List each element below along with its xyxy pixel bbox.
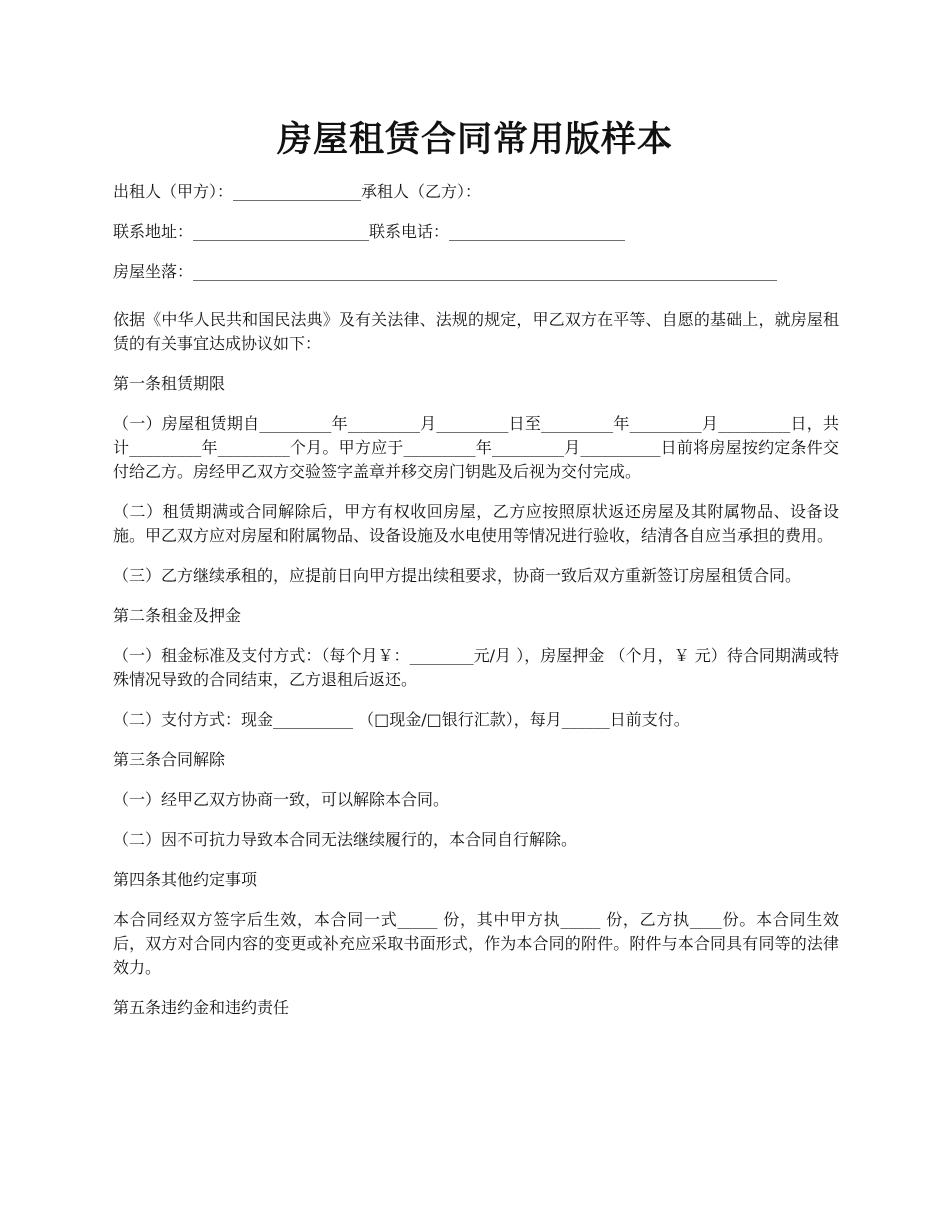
article3-clause1: （一）经甲乙双方协商一致，可以解除本合同。 xyxy=(113,790,450,809)
article1-clause2: （二）租赁期满或合同解除后，甲方有权收回房屋，乙方应按照原状返还房屋及其附属物品、设备设施。甲乙双方应对房屋和附属物品、设备设施及水电使用等情况进行验收，结清各自应当承担的费用。 xyxy=(113,502,839,545)
article3-heading: 第三条合同解除 xyxy=(113,750,226,769)
article1-heading: 第一条租赁期限 xyxy=(113,374,226,393)
article2-clause1: （一）租金标准及支付方式：（每个月￥：________元/月 ），房屋押金 （个月，￥ 元）待合同期满或特殊情况导致的合同结束，乙方退租后返还。 xyxy=(113,646,839,689)
article1-clause1: （一）房屋租赁期自_________年_________月_________日至_________年_________月_________日，共计_________年_________个月。甲方应于_________年_________月__________日前将房屋按约定条件交付给乙方。房经甲乙双方交验签字盖章并移交房门钥匙及后视为交付完成。 xyxy=(113,414,839,481)
document-body xyxy=(113,180,839,1036)
article4-clause1: 本合同经双方签字后生效，本合同一式_____ 份，其中甲方执_____ 份，乙方执____份。本合同生效后，双方对合同内容的变更或补充应采取书面形式，作为本合同的附件。附件与本合同具有同等的法律效力。 xyxy=(113,910,839,977)
article3-clause2: （二）因不可抗力导致本合同无法继续履行的，本合同自行解除。 xyxy=(113,830,578,849)
article2-heading: 第二条租金及押金 xyxy=(113,606,242,625)
article4-heading: 第四条其他约定事项 xyxy=(113,870,258,889)
intro-paragraph: 依据《中华人民共和国民法典》及有关法律、法规的规定，甲乙双方在平等、自愿的基础上，就房屋租赁的有关事宜达成协议如下： xyxy=(113,310,839,353)
location-line: 房屋坐落：_________________________________________________________________________ xyxy=(113,262,778,281)
article5-heading: 第五条违约金和违约责任 xyxy=(113,998,290,1017)
document-title: 房屋租赁合同常用版样本 xyxy=(276,119,673,160)
lessor-lessee-line: 出租人（甲方）：________________承租人（乙方）： xyxy=(113,182,482,201)
article2-clause2: （二）支付方式：现金__________ （□现金/□银行汇款），每月______日前支付。 xyxy=(113,710,690,729)
contact-line: 联系地址：______________________联系电话：______________________ xyxy=(113,222,626,241)
article1-clause3: （三）乙方继续承租的，应提前日向甲方提出续租要求，协商一致后双方重新签订房屋租赁合同。 xyxy=(113,566,802,585)
